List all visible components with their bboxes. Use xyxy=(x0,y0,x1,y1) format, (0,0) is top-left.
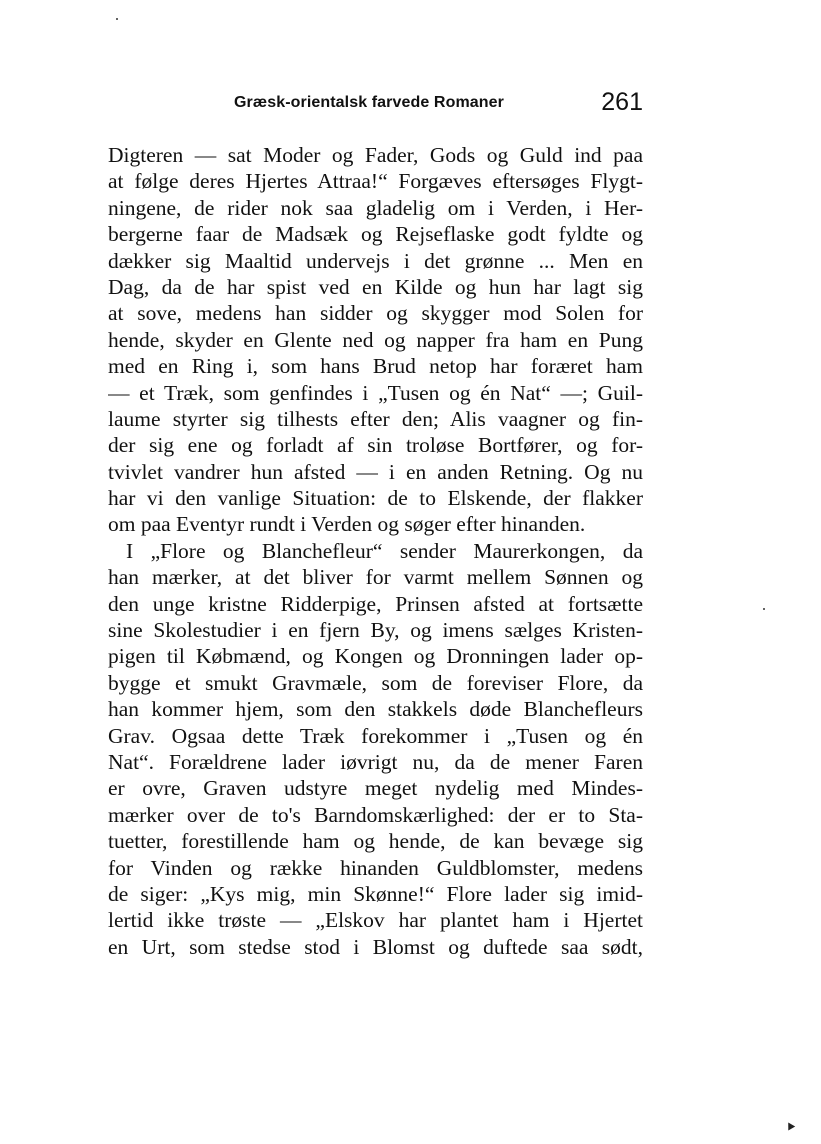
text-line: lertid ikke trøste — „Elskov har plantet ham i Hjertet xyxy=(108,908,643,933)
text-line: de siger: „Kys mig, min Skønne!“ Flore lader sig imid- xyxy=(108,881,643,906)
text-line: sine Skolestudier i en fjern By, og imens sælges Kristen- xyxy=(108,618,643,643)
text-line: — et Træk, som genfindes i „Tusen og én Nat“ —; Guil- xyxy=(108,380,643,405)
scan-speck xyxy=(763,608,765,610)
text-line: en Urt, som stedse stod i Blomst og duftede saa sødt, xyxy=(108,934,643,959)
text-line: er ovre, Graven udstyre meget nydelig med Mindes- xyxy=(108,776,643,801)
text-line: med en Ring i, som hans Brud netop har foræret ham xyxy=(108,354,643,379)
text-line: at følge deres Hjertes Attraa!“ Forgæves eftersøges Flygt- xyxy=(108,169,643,194)
body-text xyxy=(108,142,643,960)
text-line: laume styrter sig tilhests efter den; Alis vaagner og fin- xyxy=(108,406,643,431)
text-line: mærker over de to's Barndomskærlighed: der er to Sta- xyxy=(108,802,643,827)
scan-corner-mark xyxy=(785,1120,795,1130)
text-line: den unge kristne Ridderpige, Prinsen afsted at fortsætte xyxy=(108,591,643,616)
text-line: har vi den vanlige Situation: de to Elskende, der flakker xyxy=(108,486,643,511)
text-line: Grav. Ogsaa dette Træk forekommer i „Tusen og én xyxy=(108,723,643,748)
running-head xyxy=(108,88,643,122)
page-number: 261 xyxy=(601,88,643,116)
scan-speck xyxy=(116,18,118,20)
text-line: der sig ene og forladt af sin troløse Bortfører, og for- xyxy=(108,433,643,458)
text-line: om paa Eventyr rundt i Verden og søger efter hinanden. xyxy=(108,512,586,537)
text-line: tvivlet vandrer hun afsted — i en anden Retning. Og nu xyxy=(108,459,643,484)
text-line: pigen til Købmænd, og Kongen og Dronningen lader op- xyxy=(108,644,643,669)
text-line: han kommer hjem, som den stakkels døde Blanchefleurs xyxy=(108,697,643,722)
text-line: bergerne faar de Madsæk og Rejseflaske godt fyldte og xyxy=(108,222,643,247)
text-line: dækker sig Maaltid undervejs i det grønne ... Men en xyxy=(108,248,643,273)
text-line: ningene, de rider nok saa gladelig om i Verden, i Her- xyxy=(108,195,643,220)
text-line: for Vinden og række hinanden Guldblomster, medens xyxy=(108,855,643,880)
text-line: at sove, medens han sidder og skygger mod Solen for xyxy=(108,301,643,326)
text-line: tuetter, forestillende ham og hende, de kan bevæge sig xyxy=(108,829,643,854)
running-title: Græsk-orientalsk farvede Romaner xyxy=(234,94,504,111)
text-line: Dag, da de har spist ved en Kilde og hun har lagt sig xyxy=(108,274,643,299)
text-line: Nat“. Forældrene lader iøvrigt nu, da de mener Faren xyxy=(108,749,643,774)
text-line: bygge et smukt Gravmæle, som de foreviser Flore, da xyxy=(108,670,643,695)
text-line: I „Flore og Blanchefleur“ sender Maurerkongen, da xyxy=(126,538,643,563)
text-line: han mærker, at det bliver for varmt mellem Sønnen og xyxy=(108,565,643,590)
text-line: Digteren — sat Moder og Fader, Gods og Guld ind paa xyxy=(108,143,643,167)
text-line: hende, skyder en Glente ned og napper fra ham en Pung xyxy=(108,327,643,352)
